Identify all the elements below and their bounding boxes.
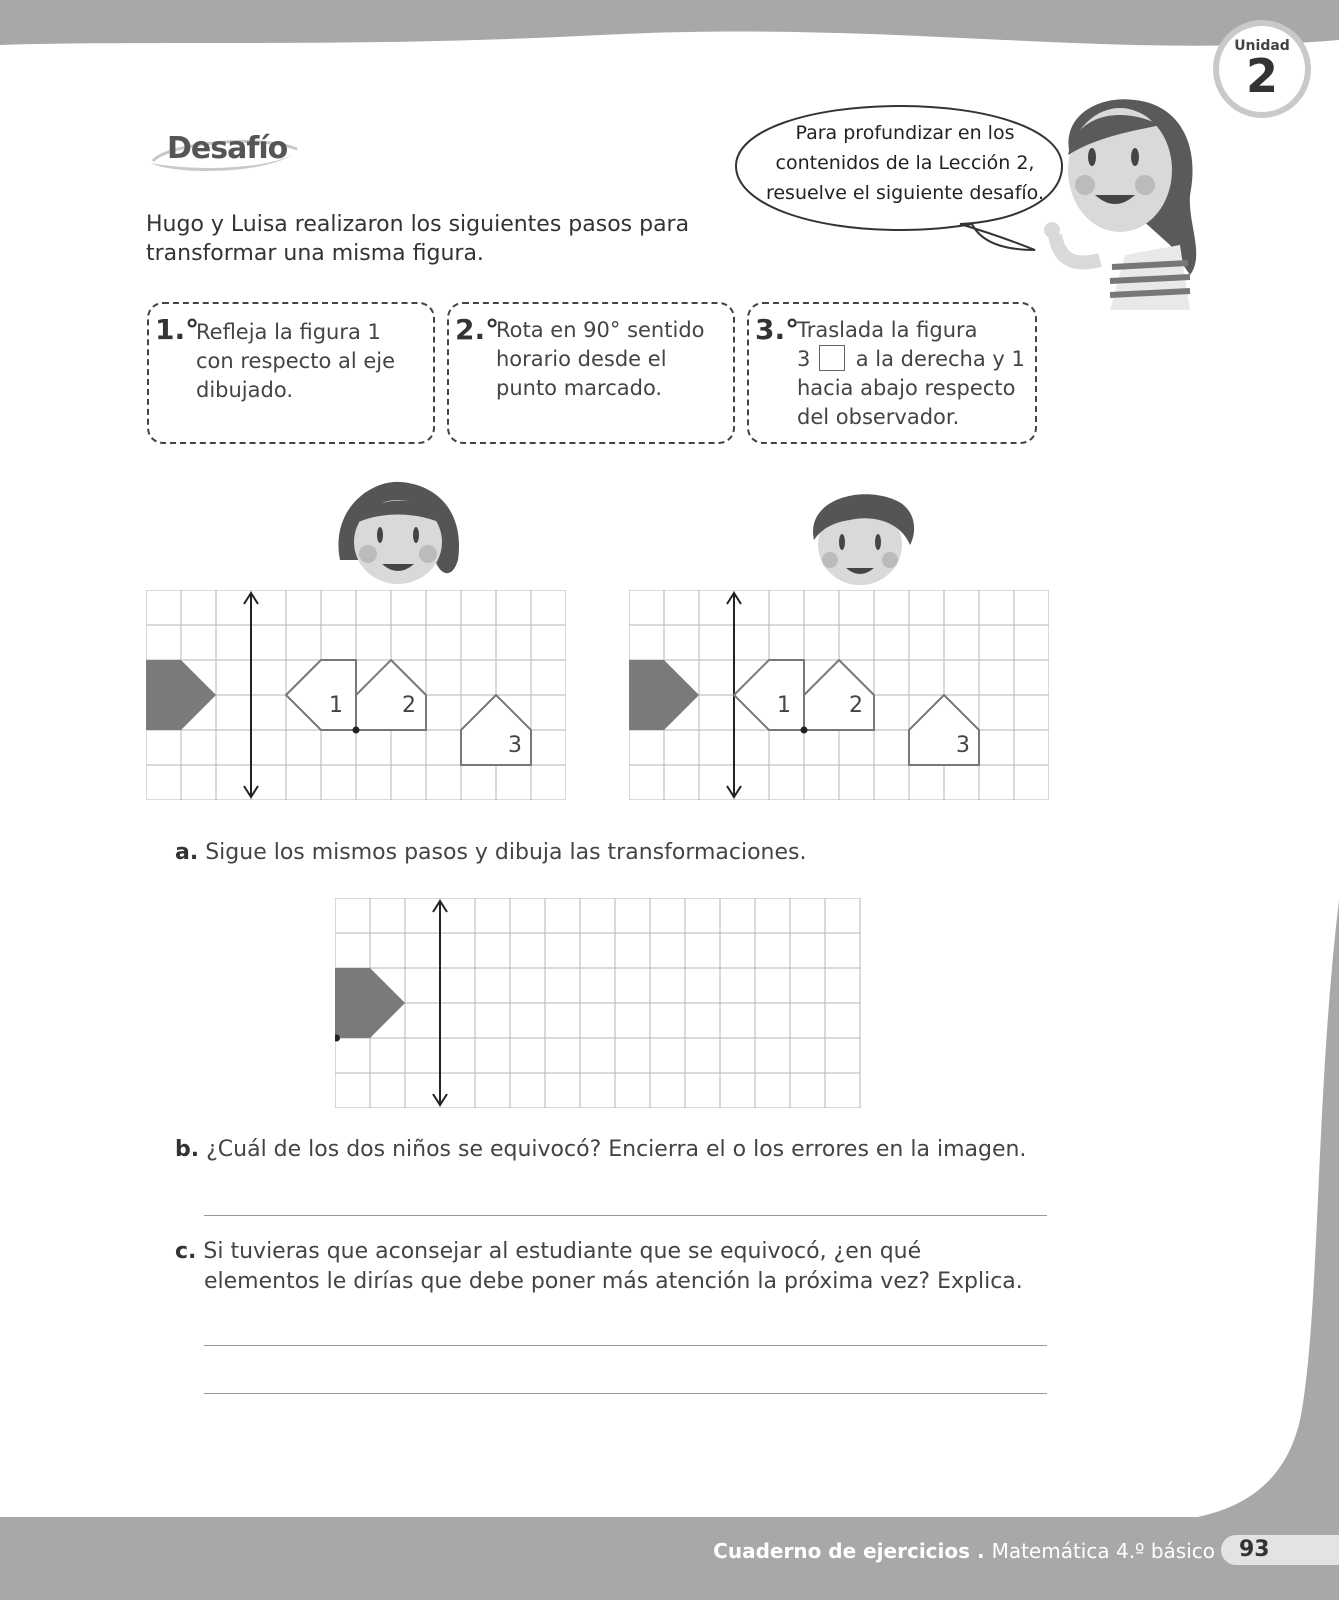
step-3-text	[797, 316, 1035, 432]
unit-label: Unidad	[1234, 38, 1290, 54]
boy-face-illustration	[800, 490, 920, 585]
girl-face-illustration	[330, 480, 465, 585]
speech-bubble-text	[745, 118, 1065, 208]
step-2-line: Rota en 90° sentido	[496, 318, 705, 342]
section-title	[145, 125, 305, 180]
step-2-box	[447, 302, 735, 444]
step-3-line: a la derecha y 1	[855, 347, 1025, 371]
original-shape	[146, 660, 216, 730]
section-title-text: Desafío	[167, 131, 288, 166]
step-1-number: 1.°	[155, 313, 200, 346]
footer-book: Cuaderno de ejercicios	[713, 1539, 971, 1563]
intro-line-1: Hugo y Luisa realizaron los siguientes pasos para	[146, 212, 690, 237]
step-1-line: con respecto al eje	[196, 349, 396, 373]
figure-1-label: 1	[777, 693, 791, 718]
intro-text	[146, 210, 726, 268]
hugo-grid	[629, 590, 1049, 804]
step-2-line: horario desde el	[496, 347, 667, 371]
question-a-letter: a.	[175, 840, 199, 865]
work-grid[interactable]	[335, 898, 861, 1112]
answer-line-b[interactable]	[204, 1215, 1047, 1216]
original-shape	[629, 660, 699, 730]
step-1-line: dibujado.	[196, 378, 293, 402]
figure-3-label: 3	[508, 733, 522, 758]
step-1-box	[147, 302, 435, 444]
rotation-point	[801, 727, 808, 734]
luisa-grid	[146, 590, 566, 804]
original-shape	[335, 968, 405, 1038]
girl-character-illustration	[1040, 95, 1220, 310]
step-2-number: 2.°	[455, 313, 500, 346]
step-3-line-2	[797, 345, 1035, 374]
answer-line-c-2[interactable]	[204, 1393, 1047, 1394]
unit-badge	[1213, 20, 1311, 118]
bubble-line-3: resuelve el siguiente desafío.	[765, 182, 1045, 204]
question-c	[175, 1237, 921, 1267]
step-3-line: Traslada la figura	[797, 318, 978, 342]
step-3-line: hacia abajo respecto	[797, 376, 1016, 400]
question-c-line-1: Si tuvieras que aconsejar al estudiante que se equivocó, ¿en qué	[203, 1239, 922, 1264]
question-c-letter: c.	[175, 1239, 197, 1264]
step-1-text	[196, 318, 432, 405]
page-corner-curve	[1180, 900, 1339, 1520]
step-3-number: 3.°	[755, 313, 800, 346]
figure-1	[734, 660, 804, 730]
step-2-text	[496, 316, 732, 403]
question-b-letter: b.	[175, 1137, 200, 1162]
question-a-text: Sigue los mismos pasos y dibuja las transformaciones.	[205, 840, 807, 865]
question-a	[175, 838, 807, 868]
step-3-line: del observador.	[797, 405, 960, 429]
work-grid-drawing	[335, 898, 861, 1108]
luisa-grid-drawing	[146, 590, 566, 800]
question-c-continued	[204, 1267, 1023, 1297]
bubble-line-1: Para profundizar en los	[795, 122, 1015, 144]
step-1-line: Refleja la figura 1	[196, 320, 381, 344]
figure-3-label: 3	[956, 733, 970, 758]
answer-line-c-1[interactable]	[204, 1345, 1047, 1346]
unit-number: 2	[1245, 49, 1278, 103]
figure-1	[286, 660, 356, 730]
figure-2-label: 2	[402, 693, 416, 718]
footer-band	[0, 1517, 1339, 1600]
question-c-line-2: elementos le dirías que debe poner más atención la próxima vez? Explica.	[204, 1269, 1023, 1294]
intro-line-2: transformar una misma figura.	[146, 241, 484, 266]
footer-text	[713, 1539, 1215, 1563]
step-3-box	[747, 302, 1037, 444]
figure-2-label: 2	[849, 693, 863, 718]
question-b-text: ¿Cuál de los dos niños se equivocó? Encierra el o los errores en la imagen.	[206, 1137, 1027, 1162]
figure-2	[804, 660, 874, 730]
step-3-prefix: 3	[797, 347, 811, 371]
rotation-point	[353, 727, 360, 734]
footer-subject: Matemática 4.º básico	[991, 1539, 1215, 1563]
header-band	[0, 0, 1339, 70]
step-2-line: punto marcado.	[496, 376, 663, 400]
figure-1-label: 1	[329, 693, 343, 718]
grid-lines	[335, 898, 860, 1108]
bubble-line-2: contenidos de la Lección 2,	[775, 152, 1035, 174]
page-number: 93	[1221, 1535, 1339, 1565]
hugo-grid-drawing	[629, 590, 1049, 800]
question-b	[175, 1135, 1026, 1165]
unit-square-icon	[819, 345, 845, 371]
footer-separator: .	[970, 1539, 992, 1563]
